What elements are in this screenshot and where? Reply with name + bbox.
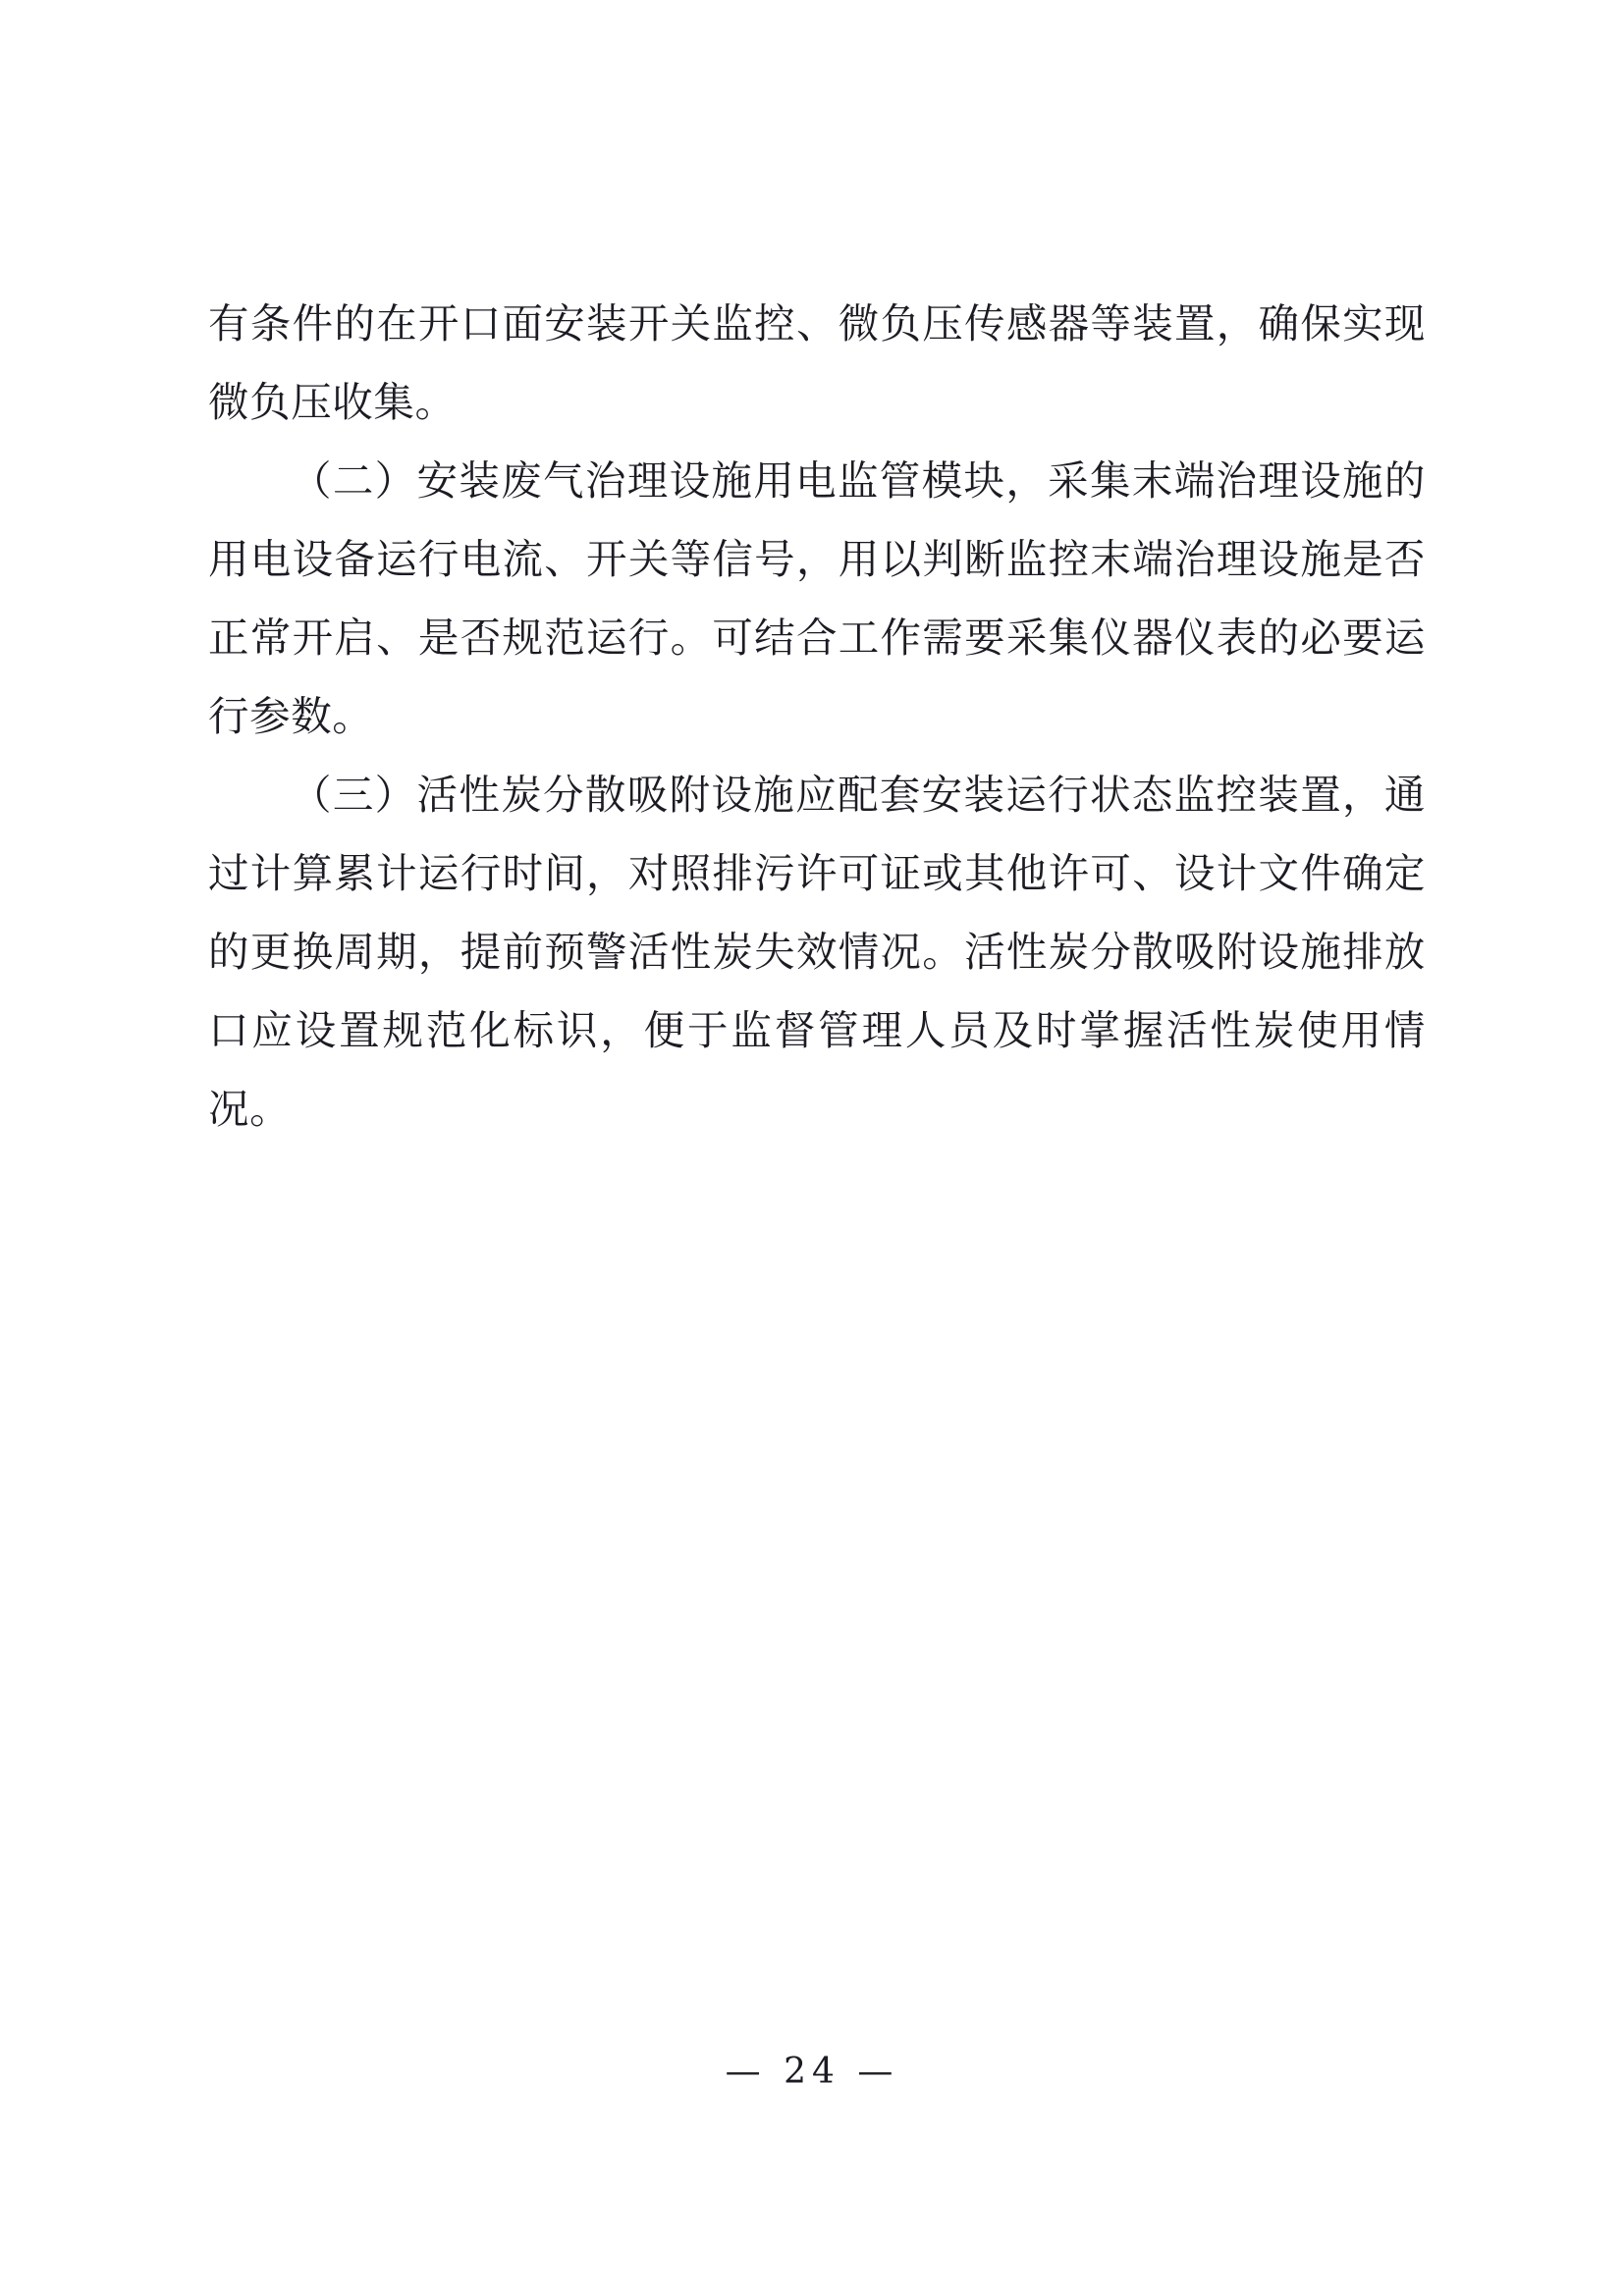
paragraph-item-two: （二）安装废气治理设施用电监管模块，采集末端治理设施的用电设备运行电流、开关等信号，用以判断监控末端治理设施是否正常开启、是否规范运行。可结合工作需要采集仪器仪表的必要运行参数。 (208, 456, 1426, 740)
page-body (208, 285, 1426, 1148)
page-number: — 24 — (725, 2052, 899, 2092)
page-footer (0, 2052, 1624, 2092)
paragraph-item-three: （三）活性炭分散吸附设施应配套安装运行状态监控装置，通过计算累计运行时间，对照排污许可证或其他许可、设计文件确定的更换周期，提前预警活性炭失效情况。活性炭分散吸附设施排放口应设置规范化标识，便于监督管理人员及时掌握活性炭使用情况。 (208, 771, 1426, 1133)
paragraph-continuation: 有条件的在开口面安装开关监控、微负压传感器等装置，确保实现微负压收集。 (208, 299, 1426, 426)
